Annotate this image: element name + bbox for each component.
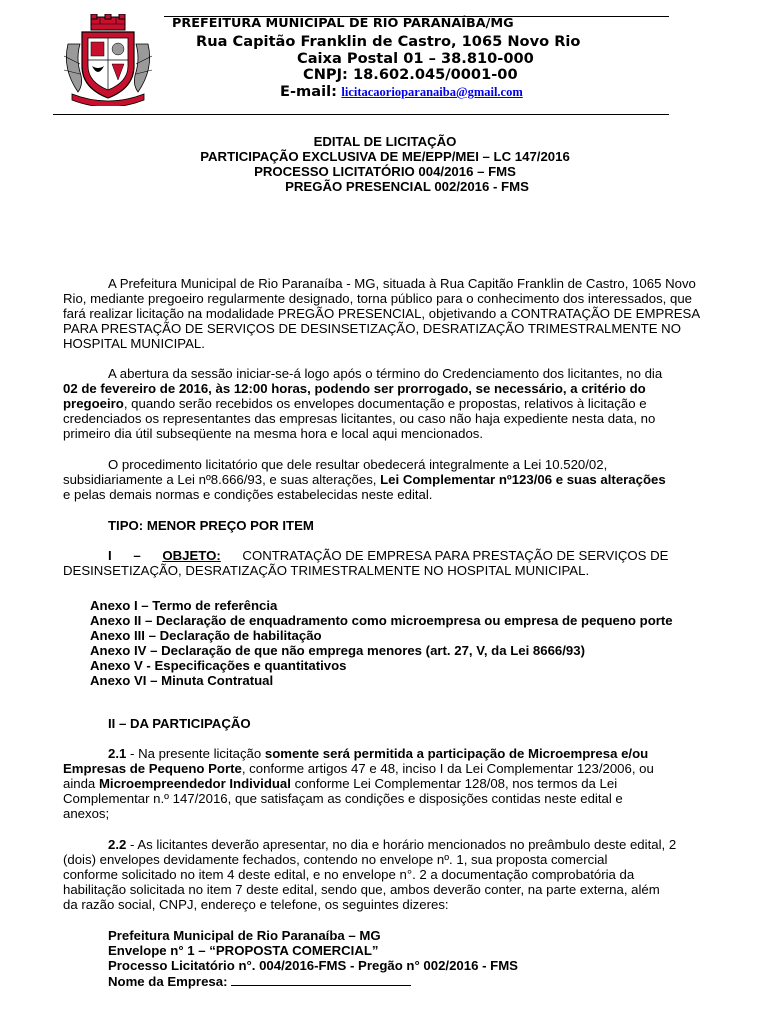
header-postal-box: Caixa Postal 01 – 38.810-000 <box>297 50 534 67</box>
p21-ainda: ainda <box>63 776 99 791</box>
envelope-line-1: Prefeitura Municipal de Rio Paranaíba – MG <box>108 928 381 943</box>
p2-line-2: 02 de fevereiro de 2016, às 12:00 horas, podendo ser prorrogado, se necessário, a critério do <box>63 381 646 396</box>
p22-line-3: conforme solicitado no item 4 deste edital, e no envelope n°. 2 a documentação comprobatória da <box>63 867 635 882</box>
municipal-crest-icon <box>58 14 158 106</box>
objeto-line-1 <box>108 548 668 563</box>
company-name-blank <box>231 973 411 986</box>
p2-line-3-rest: , quando serão recebidos os envelopes documentação e propostas, relativos à licitação e <box>123 396 647 411</box>
p21-line-2-rest: , conforme artigos 47 e 48, inciso I da Lei Complementar 123/2006, ou <box>241 761 654 776</box>
anexo-item: Anexo V - Especificações e quantitativos <box>90 658 347 673</box>
header-email <box>280 83 523 101</box>
anexo-item: Anexo III – Declaração de habilitação <box>90 628 322 643</box>
p21-line-2 <box>63 761 654 776</box>
p21-num: 2.1 <box>108 746 127 761</box>
objeto-label: OBJETO: <box>162 548 221 563</box>
title-edital: EDITAL DE LICITAÇÃO <box>313 134 457 149</box>
objeto-dash: – <box>133 548 141 563</box>
p22-line-2: (dois) envelopes devidamente fechados, contendo no envelope nº. 1, sua proposta comercial <box>63 852 608 867</box>
header-cnpj: CNPJ: 18.602.045/0001-00 <box>303 66 518 83</box>
objeto-line-2: DESINSETIZAÇÃO, DESRATIZAÇÃO TRIMESTRALMENTE NO HOSPITAL MUNICIPAL. <box>63 563 590 578</box>
title-processo: PROCESSO LICITATÓRIO 004/2016 – FMS <box>254 164 516 179</box>
p1-line-3: fará realizar licitação na modalidade PREGÃO PRESENCIAL, objetivando a CONTRATAÇÃO DE EMPRESA <box>63 306 701 321</box>
p3-line-2 <box>63 472 666 487</box>
p1-line-4: PARA PRESTAÇÃO DE SERVIÇOS DE DESINSETIZAÇÃO, DESRATIZAÇÃO TRIMESTRALMENTE NO <box>63 321 681 336</box>
p22-line-1-rest: - As licitantes deverão apresentar, no dia e horário mencionados no preâmbulo deste edital, 2 <box>126 837 677 852</box>
tipo-heading: TIPO: MENOR PREÇO POR ITEM <box>108 518 314 533</box>
p21-emphasis: somente será permitida a participação de Microempresa e/ou <box>264 746 649 761</box>
anexo-item: Anexo II – Declaração de enquadramento como microempresa ou empresa de pequeno porte <box>90 613 673 628</box>
p1-line-1: A Prefeitura Municipal de Rio Paranaíba - MG, situada à Rua Capitão Franklin de Castro, 1065 Novo <box>108 276 696 291</box>
p3-line-2-start: subsidiariamente a Lei nº8.666/93, e suas alterações, <box>63 472 381 487</box>
anexo-item: Anexo I – Termo de referência <box>90 598 278 613</box>
anexo-item: Anexo VI – Minuta Contratual <box>90 673 274 688</box>
objeto-text: CONTRATAÇÃO DE EMPRESA PARA PRESTAÇÃO DE SERVIÇOS DE <box>242 548 669 563</box>
envelope-line-4 <box>108 973 411 989</box>
envelope-company-label: Nome da Empresa: <box>108 974 228 989</box>
anexo-item: Anexo IV – Declaração de que não emprega menores (art. 27, V, da Lei 8666/93) <box>90 643 585 658</box>
p21-mei: Microempreendedor Individual <box>98 776 291 791</box>
p22-line-5: da razão social, CNPJ, endereço e telefone, os seguintes dizeres: <box>63 897 449 912</box>
envelope-line-3: Processo Licitatório n°. 004/2016-FMS - Pregão n° 002/2016 - FMS <box>108 958 518 973</box>
email-link[interactable]: licitacaorioparanaiba@gmail.com <box>341 85 523 99</box>
p2-pregoeiro: pregoeiro <box>63 396 124 411</box>
p3-line-1: O procedimento licitatório que dele resultar obedecerá integralmente a Lei 10.520/02, <box>108 457 608 472</box>
objeto-num: I <box>108 548 112 563</box>
p21-line-4: Complementar n.º 147/2016, que satisfaçam as condições e disposições contidas neste edital e <box>63 791 623 806</box>
title-participacao: PARTICIPAÇÃO EXCLUSIVA DE ME/EPP/MEI – LC 147/2016 <box>200 149 570 164</box>
p21-epp: Empresas de Pequeno Porte <box>63 761 242 776</box>
p22-line-4: habilitação solicitada no item 7 deste edital, sendo que, ambos deverão conter, na parte externa, além <box>63 882 660 897</box>
p21-line-3-rest: conforme Lei Complementar 128/08, nos termos da Lei <box>290 776 618 791</box>
p22-line-1 <box>108 837 676 852</box>
p22-num: 2.2 <box>108 837 127 852</box>
p1-line-2: Rio, mediante pregoeiro regularmente designado, torna público para o conhecimento dos interessados, que <box>63 291 693 306</box>
p21-line-3 <box>63 776 617 791</box>
title-pregao: PREGÃO PRESENCIAL 002/2016 - FMS <box>285 179 529 194</box>
crest-crown <box>91 14 125 30</box>
p2-line-5: primeiro dia útil subseqüente na mesma hora e local aqui mencionados. <box>63 426 484 441</box>
p2-line-1: A abertura da sessão iniciar-se-á logo após o término do Credenciamento dos licitantes, no dia <box>108 366 663 381</box>
header-city-name: PREFEITURA MUNICIPAL DE RIO PARANAÍBA/MG <box>172 16 514 31</box>
header-address: Rua Capitão Franklin de Castro, 1065 Novo Rio <box>196 33 581 50</box>
header-bottom-rule <box>53 114 669 115</box>
p21-line-5: anexos; <box>63 806 110 821</box>
email-label: E-mail: <box>280 83 337 100</box>
envelope-line-2: Envelope n° 1 – “PROPOSTA COMERCIAL” <box>108 943 379 958</box>
p21-intro: - Na presente licitação <box>126 746 265 761</box>
p2-line-3 <box>63 396 647 411</box>
p21-line-1 <box>108 746 648 761</box>
section-2-title: II – DA PARTICIPAÇÃO <box>108 716 251 731</box>
p1-line-5: HOSPITAL MUNICIPAL. <box>63 336 205 351</box>
p2-line-4: credenciados os representantes das empresas licitantes, ou caso não haja expediente nesta data, no <box>63 411 656 426</box>
p3-line-3: e pelas demais normas e condições estabelecidas neste edital. <box>63 487 433 502</box>
p3-lei-complementar: Lei Complementar nº123/06 e suas alterações <box>380 472 666 487</box>
